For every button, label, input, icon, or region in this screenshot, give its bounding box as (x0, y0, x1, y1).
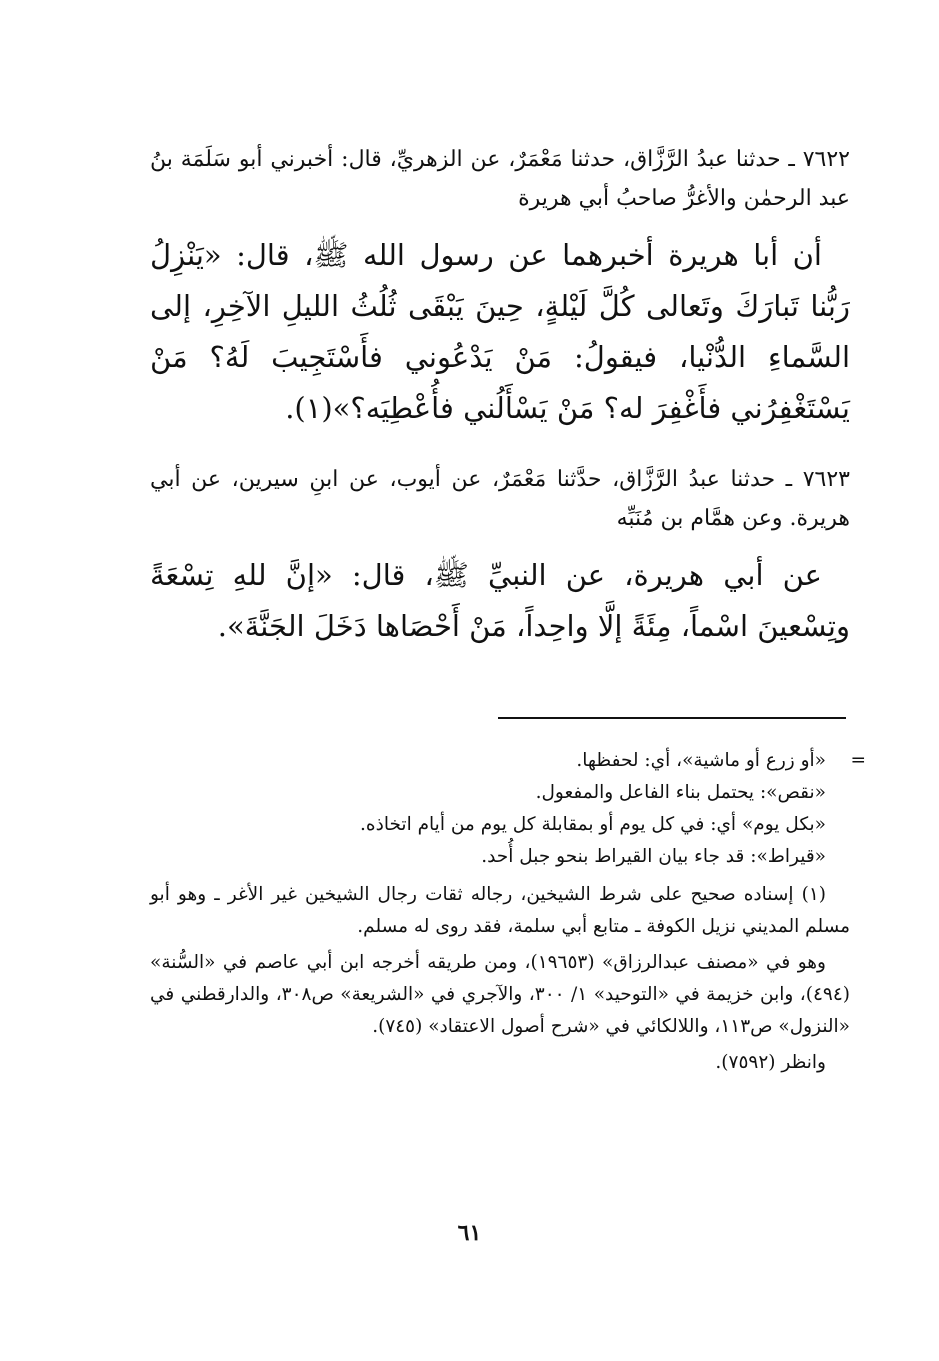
note-line: «بكل يوم» أي: في كل يوم أو بمقابلة كل يوم من أيام اتخاذه. (360, 814, 826, 835)
continuation-mark: = (850, 750, 866, 771)
note-line: «قيراط»: قد جاء بيان القيراط بنحو جبل أُحد. (481, 846, 826, 867)
footnote-1-sources: وهو في «مصنف عبدالرزاق» (١٩٦٥٣)، ومن طريقه أخرجه ابن أبي عاصم في «السُّنة» (٤٩٤)، وابن خزيمة في «التوحيد» ١/ ٣٠٠، والآجري في «الشريعة» ص٣٠٨، والدارقطني في «النزول» ص١١٣، واللالكائي في «شرح أصول الاعتقاد» (٧٤٥). (150, 952, 850, 1037)
hadith-7623-chain: ٧٦٢٣ ـ حدثنا عبدُ الرَّزَّاق، حدَّثنا مَعْمَرٌ، عن أيوب، عن ابنِ سيرين، عن أبي هريرة. وعن همَّام بن مُنَبِّه (150, 467, 850, 531)
footnote-separator (498, 717, 846, 719)
footnote-1-see-also: وانظر (٧٥٩٢). (715, 1052, 826, 1073)
note-line: «أو زرع أو ماشية»، أي: لحفظها. (576, 750, 826, 771)
hadith-7622-text: أن أبا هريرة أخبرهما عن رسول الله ﷺ، قال: «يَنْزِلُ رَبُّنا تَبارَكَ وتَعالى كُلَّ لَيْلةٍ، حِينَ يَبْقَى ثُلُثُ الليلِ الآخِرِ، إلى السَّماءِ الدُّنْيا، فيقولُ: مَنْ يَدْعُوني فأَسْتَجِيبَ لَهُ؟ مَنْ يَسْتَغْفِرُني فأَغْفِرَ له؟ مَنْ يَسْأَلُني فأُعْطِيَه؟»(١). (150, 238, 850, 425)
footnotes (150, 745, 866, 1079)
hadith-7622-chain: ٧٦٢٢ ـ حدثنا عبدُ الرَّزَّاق، حدثنا مَعْمَرٌ، عن الزهريِّ، قال: أخبرني أبو سَلَمَة بنُ عبد الرحمٰن والأغرُّ صاحبُ أبي هريرة (150, 147, 850, 211)
note-line: «نقص»: يحتمل بناء الفاعل والمفعول. (535, 782, 826, 803)
hadith-7623-text: عن أبي هريرة، عن النبيِّ ﷺ، قال: «إنَّ للهِ تِسْعَةً وتِسْعينَ اسْماً، مِئَةً إلَّا واحِداً، مَنْ أَحْصَاها دَخَلَ الجَنَّةَ». (150, 558, 850, 643)
main-text (150, 140, 850, 652)
footnote-1-assessment: (١) إسناده صحيح على شرط الشيخين، رجاله ثقات رجال الشيخين غير الأغر ـ وهو أبو مسلم المديني نزيل الكوفة ـ متابع أبي سلمة، فقد روى له مسلم. (150, 884, 850, 937)
page-number: ٦١ (457, 1220, 482, 1246)
